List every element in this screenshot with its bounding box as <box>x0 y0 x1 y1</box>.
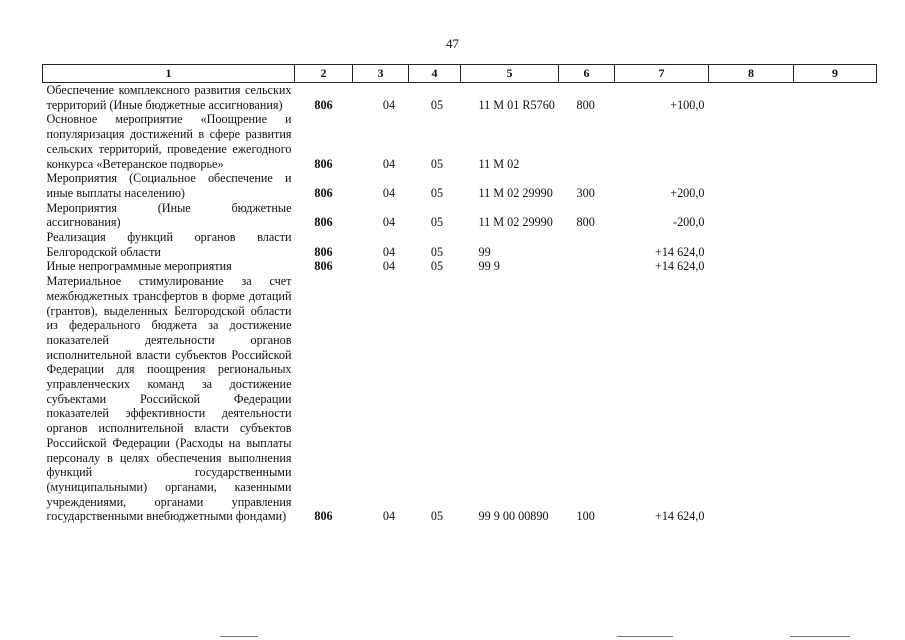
cell-3: 04 <box>382 97 396 112</box>
column-header-6: 6 <box>559 65 615 83</box>
cell-7: +14 624,0 <box>654 244 705 259</box>
cell-6 <box>559 230 615 259</box>
cell-4: 05 <box>430 156 444 171</box>
cell-2: 806 <box>314 244 333 259</box>
cell-4: 05 <box>430 244 444 259</box>
cell-9 <box>794 201 877 230</box>
cell-7: +100,0 <box>670 97 705 112</box>
cell-2: 806 <box>314 215 333 230</box>
cell-5: 99 9 <box>478 259 500 274</box>
row-name: Иные непрограммные мероприятия <box>46 259 232 274</box>
cell-5: 11 М 01 R5760 <box>478 97 555 112</box>
cell-9 <box>794 259 877 274</box>
cell-8 <box>709 201 794 230</box>
cell-7: +14 624,0 <box>654 509 705 524</box>
cell-3: 04 <box>382 156 396 171</box>
table-row <box>43 112 877 171</box>
cell-6: 800 <box>576 215 595 230</box>
cell-2: 806 <box>314 509 333 524</box>
column-header-3: 3 <box>353 65 409 83</box>
cell-9 <box>794 83 877 113</box>
cell-7: -200,0 <box>673 215 705 230</box>
cell-6: 100 <box>576 509 595 524</box>
cell-8 <box>709 112 794 171</box>
table-row <box>43 201 877 230</box>
cell-3: 04 <box>382 509 396 524</box>
cell-4: 05 <box>430 259 444 274</box>
cell-5: 11 М 02 <box>478 156 520 171</box>
cell-7: +14 624,0 <box>654 259 705 274</box>
cell-8 <box>709 274 794 524</box>
cell-9 <box>794 230 877 259</box>
cell-8 <box>709 171 794 200</box>
column-header-9: 9 <box>794 65 877 83</box>
cell-7: +200,0 <box>670 185 705 200</box>
table-row <box>43 259 877 274</box>
cell-3: 04 <box>382 185 396 200</box>
cell-9 <box>794 112 877 171</box>
scan-artifact-line <box>790 636 850 637</box>
row-name: Материальное стимулирование за счет межбюджетных трансфертов в форме дотаций (грантов), выделенных Белгородской области из федерального бюджета за достижение показателей деятельности органов исполнительной власти субъектов Российской Федерации для поощрения региональных управленческих команд за достижение субъектами Российской Федерации показателей эффективности деятельности органов исполнительной власти субъектов Российской Федерации (Расходы на выплаты персоналу в целях обеспечения выполнения функций государственными (муниципальными) органами, казенными учреждениями, органами управления государственными внебюджетными фондами) <box>46 274 292 524</box>
row-name: Основное мероприятие «Поощрение и популяризация достижений в сфере развития сельских территорий, проведение ежегодного конкурса «Ветеранское подворье» <box>46 112 292 171</box>
cell-2: 806 <box>314 185 333 200</box>
column-header-4: 4 <box>409 65 461 83</box>
column-header-1: 1 <box>43 65 295 83</box>
table-row <box>43 274 877 524</box>
cell-6 <box>559 112 615 171</box>
cell-3: 04 <box>382 259 396 274</box>
cell-7 <box>615 112 709 171</box>
cell-8 <box>709 83 794 113</box>
cell-6: 800 <box>576 97 595 112</box>
scan-artifact-line <box>220 636 258 637</box>
table-row <box>43 171 877 200</box>
cell-4: 05 <box>430 185 444 200</box>
table-row <box>43 83 877 113</box>
cell-8 <box>709 230 794 259</box>
column-header-5: 5 <box>461 65 559 83</box>
cell-9 <box>794 274 877 524</box>
cell-5: 11 М 02 29990 <box>478 185 553 200</box>
cell-6 <box>559 259 615 274</box>
row-name: Обеспечение комплексного развития сельских территорий (Иные бюджетные ассигнования) <box>46 83 292 112</box>
cell-3: 04 <box>382 215 396 230</box>
cell-8 <box>709 259 794 274</box>
cell-5: 11 М 02 29990 <box>478 215 553 230</box>
cell-5: 99 9 00 00890 <box>478 509 549 524</box>
column-header-8: 8 <box>709 65 794 83</box>
cell-9 <box>794 171 877 200</box>
page-number: 47 <box>446 36 459 51</box>
row-name: Реализация функций органов власти Белгородской области <box>46 230 292 259</box>
budget-table <box>42 64 877 524</box>
row-name: Мероприятия (Социальное обеспечение и иные выплаты населению) <box>46 171 292 200</box>
column-header-2: 2 <box>295 65 353 83</box>
cell-5: 99 <box>478 244 491 259</box>
cell-3: 04 <box>382 244 396 259</box>
cell-2: 806 <box>314 97 333 112</box>
cell-4: 05 <box>430 509 444 524</box>
row-name: Мероприятия (Иные бюджетные ассигнования) <box>46 200 292 230</box>
cell-6: 300 <box>576 185 595 200</box>
table-row <box>43 230 877 259</box>
cell-2: 806 <box>314 259 333 274</box>
header-row <box>43 65 877 83</box>
column-header-7: 7 <box>615 65 709 83</box>
cell-4: 05 <box>430 97 444 112</box>
cell-4: 05 <box>430 215 444 230</box>
scan-artifact-line <box>617 636 673 637</box>
cell-2: 806 <box>314 156 333 171</box>
